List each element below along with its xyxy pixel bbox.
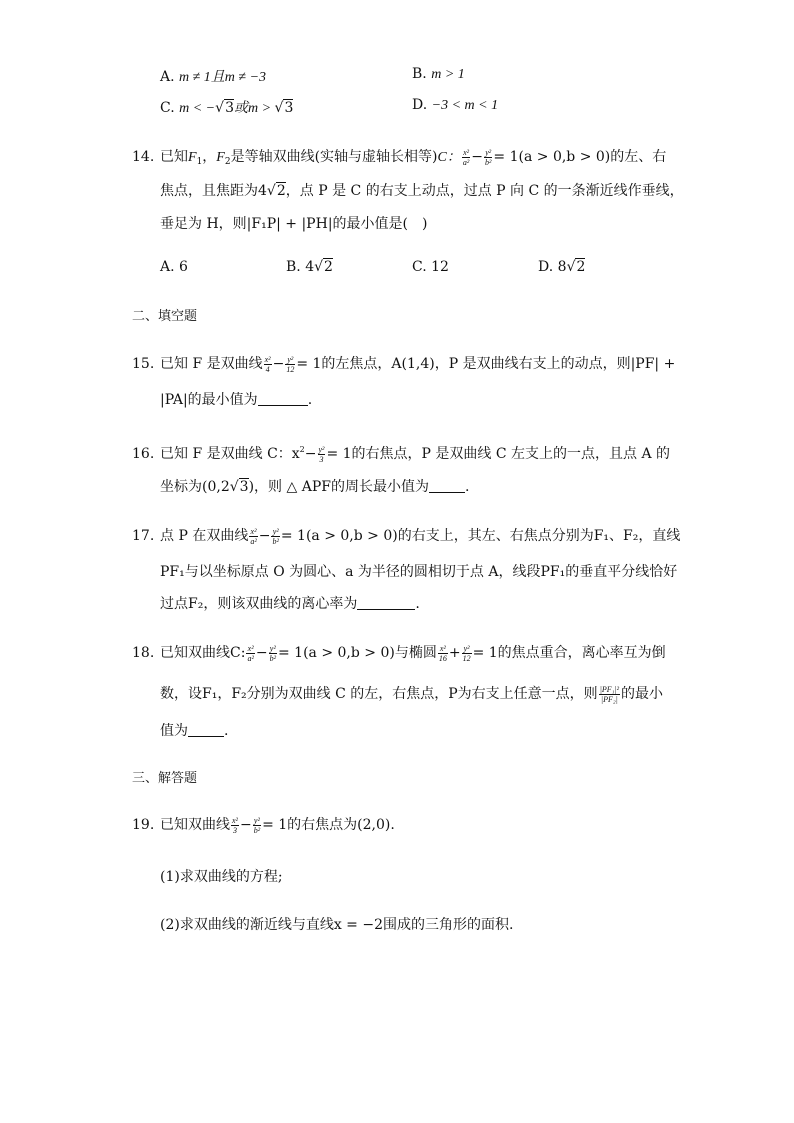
q14-option-d: D. 8√2 bbox=[538, 259, 586, 275]
q15-answer-blank[interactable] bbox=[258, 391, 308, 406]
q15-line2: |PA|的最小值为 . bbox=[160, 392, 313, 408]
q13-option-c: C. m < −√3或m > √3 bbox=[160, 100, 294, 116]
q16-line1: 16. 已知 F 是双曲线 C：$x^2-$ $\frac{\text{y²}}{3}$ = 1的右焦点，P 是双曲线 C 左支上的一点，且点 A 的 bbox=[132, 444, 671, 464]
q16-answer-blank[interactable] bbox=[429, 478, 465, 493]
q14-option-c: C. 12 bbox=[412, 259, 449, 275]
q14-option-b: B. 4√2 bbox=[286, 259, 333, 275]
q17-line2: PF₁与以坐标原点 O 为圆心、a 为半径的圆相切于点 A，线段PF₁的垂直平分线恰好 bbox=[160, 564, 678, 580]
q17-line3: 过点F₂，则该双曲线的离心率为 . bbox=[160, 596, 420, 612]
q18-line3: 值为 . bbox=[160, 723, 229, 739]
q18-line2: 数，设F₁，F₂分别为双曲线 C 的左，右焦点，P为右支上任意一点，则 $\frac{\text{|PF₁|²}}{\text{|PF₂|}}$ 的最小 bbox=[160, 684, 664, 704]
section-heading-fill-blank: 二、填空题 bbox=[132, 309, 198, 324]
q14-line3: 垂足为 H，则|F₁P| + |PH|的最小值是( ) bbox=[160, 216, 428, 232]
q16-line2: 坐标为(0,2√3)，则 △ APF的周长最小值为 . bbox=[160, 479, 470, 495]
q13-option-b: B. m > 1 bbox=[412, 66, 465, 82]
q17-answer-blank[interactable] bbox=[357, 595, 415, 610]
q14-line2: 焦点，且焦距为4√2，点 P 是 C 的右支上动点，过点 P 向 C 的一条渐近线作垂线， bbox=[160, 183, 684, 199]
q17-line1: 17. 点 P 在双曲线 $\frac{\text{x²}}{\text{a²}}$ − $\frac{\text{y²}}{\text{b²}}$ = 1(a > 0,b > 0)的右支上，其左、右焦点分别为F₁、F₂，直线 bbox=[132, 526, 681, 546]
q18-answer-blank[interactable] bbox=[188, 722, 224, 737]
q13-option-d: D. −3 < m < 1 bbox=[412, 97, 499, 113]
q18-line1: 18. 已知双曲线C: $\frac{\text{x²}}{\text{a²}}$ − $\frac{\text{y²}}{\text{b²}}$ = 1(a > 0,b > 0)与椭圆 $\frac{\text{x²}}{16}$ + $\frac{\text{y²}}{12}$ = 1的焦点重合，离心率互为倒 bbox=[132, 643, 666, 663]
q19-line1: 19. 已知双曲线 $\frac{\text{x²}}{3}$ − $\frac{\text{y²}}{\text{b²}}$ = 1的右焦点为(2,0). bbox=[132, 815, 395, 835]
q19-part1: (1)求双曲线的方程; bbox=[160, 869, 283, 885]
q15-line1: 15. 已知 F 是双曲线 $\frac{\text{x²}}{4}$ − $\frac{\text{y²}}{12}$ = 1的左焦点，A(1,4)，P 是双曲线右支上的动点，则|PF| + bbox=[132, 354, 676, 374]
q19-part2: (2)求双曲线的渐近线与直线x = −2围成的三角形的面积. bbox=[160, 917, 514, 933]
q14-option-a: A. 6 bbox=[160, 259, 188, 275]
q14-line1: 14. 已知$F_1$，$F_2$是等轴双曲线(实轴与虚轴长相等)C： $\frac{\text{x²}}{\text{a²}}$ − $\frac{\text{y²}}{\text{b²}}$ = 1(a > 0,b > 0)的左、右 bbox=[132, 147, 667, 167]
section-heading-solve: 三、解答题 bbox=[132, 771, 198, 786]
q13-option-a: A. m ≠ 1且m ≠ −3 bbox=[160, 69, 267, 85]
